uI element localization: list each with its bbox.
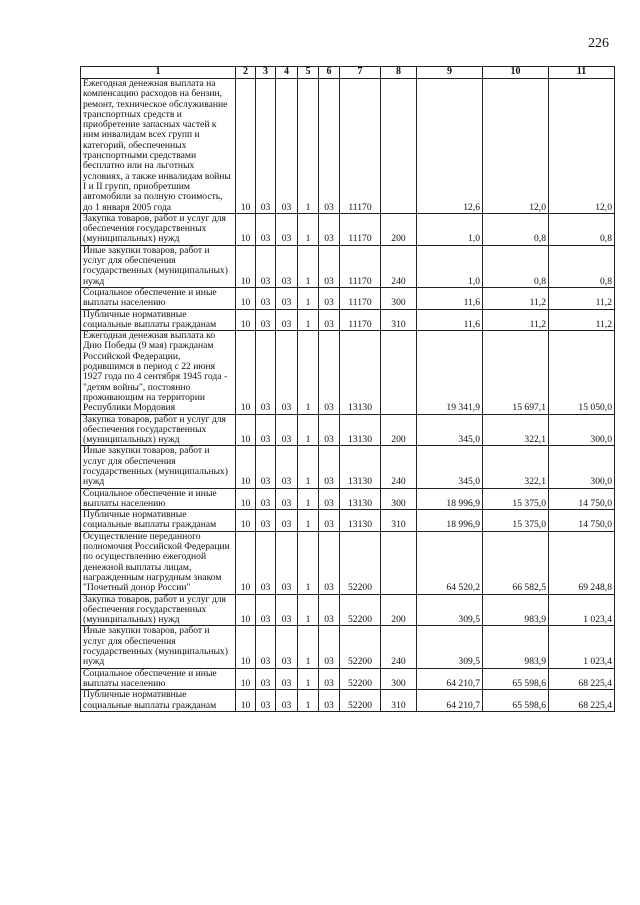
prz-code-cell: 03 xyxy=(256,488,276,510)
row-name-cell: Закупка товаров, работ и услуг для обеспечения государственных (муниципальных) нужд xyxy=(81,414,236,446)
table-row xyxy=(81,510,615,532)
amount-year-3-cell: 11,2 xyxy=(549,287,615,309)
direction-code-cell: 52200 xyxy=(340,690,381,712)
row-name-cell: Закупка товаров, работ и услуг для обеспечения государственных (муниципальных) нужд xyxy=(81,213,236,245)
amount-year-2-cell: 0,8 xyxy=(483,245,549,287)
table-row xyxy=(81,690,615,712)
direction-code-cell: 13130 xyxy=(340,446,381,488)
amount-year-1-cell: 345,0 xyxy=(417,414,483,446)
amount-year-2-cell: 65 598,6 xyxy=(483,690,549,712)
subprogram-code-cell: 1 xyxy=(298,594,319,626)
main-event-code-cell: 03 xyxy=(319,79,340,214)
amount-year-1-cell: 11,6 xyxy=(417,287,483,309)
row-name-cell: Иные закупки товаров, работ и услуг для обеспечения государственных (муниципальных) нужд xyxy=(81,245,236,287)
amount-year-1-cell: 64 210,7 xyxy=(417,690,483,712)
amount-year-2-cell: 0,8 xyxy=(483,213,549,245)
amount-year-1-cell: 11,6 xyxy=(417,309,483,331)
rzd-code-cell: 10 xyxy=(236,414,256,446)
amount-year-3-cell: 1 023,4 xyxy=(549,626,615,668)
direction-code-cell: 52200 xyxy=(340,668,381,690)
program-code-cell: 03 xyxy=(276,488,298,510)
prz-code-cell: 03 xyxy=(256,668,276,690)
program-code-cell: 03 xyxy=(276,690,298,712)
column-header: 3 xyxy=(256,67,276,79)
amount-year-3-cell: 14 750,0 xyxy=(549,510,615,532)
amount-year-3-cell: 15 050,0 xyxy=(549,331,615,414)
amount-year-3-cell: 68 225,4 xyxy=(549,690,615,712)
amount-year-1-cell: 309,5 xyxy=(417,594,483,626)
amount-year-2-cell: 66 582,5 xyxy=(483,531,549,594)
table-row xyxy=(81,446,615,488)
main-event-code-cell: 03 xyxy=(319,287,340,309)
subprogram-code-cell: 1 xyxy=(298,668,319,690)
amount-year-1-cell: 1,0 xyxy=(417,245,483,287)
table-row xyxy=(81,245,615,287)
subprogram-code-cell: 1 xyxy=(298,414,319,446)
rzd-code-cell: 10 xyxy=(236,531,256,594)
subprogram-code-cell: 1 xyxy=(298,331,319,414)
rzd-code-cell: 10 xyxy=(236,79,256,214)
main-event-code-cell: 03 xyxy=(319,446,340,488)
row-name-cell: Социальное обеспечение и иные выплаты населению xyxy=(81,488,236,510)
rzd-code-cell: 10 xyxy=(236,309,256,331)
subprogram-code-cell: 1 xyxy=(298,245,319,287)
column-header: 2 xyxy=(236,67,256,79)
table-row xyxy=(81,213,615,245)
table-row xyxy=(81,414,615,446)
column-header: 9 xyxy=(417,67,483,79)
main-event-code-cell: 03 xyxy=(319,414,340,446)
expense-type-code-cell: 310 xyxy=(381,510,417,532)
direction-code-cell: 11170 xyxy=(340,213,381,245)
amount-year-1-cell: 12,6 xyxy=(417,79,483,214)
rzd-code-cell: 10 xyxy=(236,690,256,712)
column-header: 6 xyxy=(319,67,340,79)
table-row xyxy=(81,331,615,414)
main-event-code-cell: 03 xyxy=(319,531,340,594)
main-event-code-cell: 03 xyxy=(319,690,340,712)
expense-type-code-cell: 240 xyxy=(381,626,417,668)
amount-year-1-cell: 18 996,9 xyxy=(417,488,483,510)
rzd-code-cell: 10 xyxy=(236,446,256,488)
page-number: 226 xyxy=(588,36,609,51)
direction-code-cell: 13130 xyxy=(340,488,381,510)
direction-code-cell: 11170 xyxy=(340,309,381,331)
prz-code-cell: 03 xyxy=(256,331,276,414)
row-name-cell: Публичные нормативные социальные выплаты гражданам xyxy=(81,690,236,712)
amount-year-2-cell: 15 697,1 xyxy=(483,331,549,414)
program-code-cell: 03 xyxy=(276,531,298,594)
amount-year-2-cell: 15 375,0 xyxy=(483,488,549,510)
row-name-cell: Публичные нормативные социальные выплаты гражданам xyxy=(81,309,236,331)
direction-code-cell: 13130 xyxy=(340,331,381,414)
program-code-cell: 03 xyxy=(276,79,298,214)
main-event-code-cell: 03 xyxy=(319,668,340,690)
amount-year-3-cell: 300,0 xyxy=(549,446,615,488)
expense-type-code-cell: 200 xyxy=(381,414,417,446)
main-event-code-cell: 03 xyxy=(319,626,340,668)
amount-year-3-cell: 12,0 xyxy=(549,79,615,214)
amount-year-3-cell: 0,8 xyxy=(549,245,615,287)
amount-year-2-cell: 983,9 xyxy=(483,594,549,626)
subprogram-code-cell: 1 xyxy=(298,79,319,214)
program-code-cell: 03 xyxy=(276,594,298,626)
table-row xyxy=(81,668,615,690)
prz-code-cell: 03 xyxy=(256,213,276,245)
amount-year-2-cell: 322,1 xyxy=(483,446,549,488)
expense-type-code-cell: 310 xyxy=(381,690,417,712)
main-event-code-cell: 03 xyxy=(319,213,340,245)
amount-year-3-cell: 69 248,8 xyxy=(549,531,615,594)
amount-year-1-cell: 19 341,9 xyxy=(417,331,483,414)
main-event-code-cell: 03 xyxy=(319,331,340,414)
rzd-code-cell: 10 xyxy=(236,488,256,510)
subprogram-code-cell: 1 xyxy=(298,309,319,331)
program-code-cell: 03 xyxy=(276,213,298,245)
prz-code-cell: 03 xyxy=(256,626,276,668)
prz-code-cell: 03 xyxy=(256,510,276,532)
direction-code-cell: 11170 xyxy=(340,287,381,309)
program-code-cell: 03 xyxy=(276,309,298,331)
row-name-cell: Ежегодная денежная выплата ко Дню Победы (9 мая) гражданам Российской Федерации, родившимся в период с 22 июня 1927 года по 4 сентября 1945 года - "детям войны", постоянно проживающим на территории Республики Мордовия xyxy=(81,331,236,414)
program-code-cell: 03 xyxy=(276,446,298,488)
table-row xyxy=(81,594,615,626)
table-row xyxy=(81,79,615,214)
prz-code-cell: 03 xyxy=(256,245,276,287)
expense-type-code-cell: 200 xyxy=(381,213,417,245)
direction-code-cell: 11170 xyxy=(340,79,381,214)
direction-code-cell: 52200 xyxy=(340,594,381,626)
amount-year-1-cell: 345,0 xyxy=(417,446,483,488)
table-row xyxy=(81,287,615,309)
row-name-cell: Социальное обеспечение и иные выплаты населению xyxy=(81,668,236,690)
program-code-cell: 03 xyxy=(276,331,298,414)
amount-year-3-cell: 300,0 xyxy=(549,414,615,446)
main-event-code-cell: 03 xyxy=(319,488,340,510)
main-event-code-cell: 03 xyxy=(319,245,340,287)
rzd-code-cell: 10 xyxy=(236,245,256,287)
expense-type-code-cell: 300 xyxy=(381,287,417,309)
amount-year-2-cell: 12,0 xyxy=(483,79,549,214)
subprogram-code-cell: 1 xyxy=(298,510,319,532)
prz-code-cell: 03 xyxy=(256,79,276,214)
subprogram-code-cell: 1 xyxy=(298,213,319,245)
amount-year-1-cell: 1,0 xyxy=(417,213,483,245)
prz-code-cell: 03 xyxy=(256,309,276,331)
main-event-code-cell: 03 xyxy=(319,309,340,331)
amount-year-1-cell: 64 210,7 xyxy=(417,668,483,690)
column-header: 4 xyxy=(276,67,298,79)
amount-year-1-cell: 64 520,2 xyxy=(417,531,483,594)
rzd-code-cell: 10 xyxy=(236,668,256,690)
row-name-cell: Публичные нормативные социальные выплаты гражданам xyxy=(81,510,236,532)
column-header: 7 xyxy=(340,67,381,79)
amount-year-3-cell: 0,8 xyxy=(549,213,615,245)
row-name-cell: Ежегодная денежная выплата на компенсацию расходов на бензин, ремонт, техническое обслуживание транспортных средств и приобретение запасных частей к ним инвалидам всех групп и категорий, обеспеченных транспортными средствами бесплатно или на льготных условиях, а также инвалидам войны I и II групп, приобретшим автомобили за полную стоимость, до 1 января 2005 года xyxy=(81,79,236,214)
amount-year-2-cell: 15 375,0 xyxy=(483,510,549,532)
row-name-cell: Иные закупки товаров, работ и услуг для обеспечения государственных (муниципальных) нужд xyxy=(81,446,236,488)
budget-table xyxy=(80,66,615,712)
expense-type-code-cell: 240 xyxy=(381,446,417,488)
amount-year-2-cell: 322,1 xyxy=(483,414,549,446)
amount-year-2-cell: 11,2 xyxy=(483,287,549,309)
program-code-cell: 03 xyxy=(276,626,298,668)
row-name-cell: Осуществление переданного полномочия Российской Федерации по осуществлению ежегодной денежной выплаты лицам, награжденным нагрудным знаком "Почетный донор России" xyxy=(81,531,236,594)
amount-year-2-cell: 11,2 xyxy=(483,309,549,331)
program-code-cell: 03 xyxy=(276,245,298,287)
column-number-row xyxy=(81,67,615,79)
column-header: 10 xyxy=(483,67,549,79)
row-name-cell: Иные закупки товаров, работ и услуг для обеспечения государственных (муниципальных) нужд xyxy=(81,626,236,668)
program-code-cell: 03 xyxy=(276,414,298,446)
subprogram-code-cell: 1 xyxy=(298,690,319,712)
expense-type-code-cell xyxy=(381,331,417,414)
table-row xyxy=(81,309,615,331)
prz-code-cell: 03 xyxy=(256,531,276,594)
column-header: 8 xyxy=(381,67,417,79)
subprogram-code-cell: 1 xyxy=(298,287,319,309)
expense-type-code-cell: 300 xyxy=(381,668,417,690)
amount-year-1-cell: 309,5 xyxy=(417,626,483,668)
column-header: 11 xyxy=(549,67,615,79)
column-header: 5 xyxy=(298,67,319,79)
expense-type-code-cell: 240 xyxy=(381,245,417,287)
row-name-cell: Социальное обеспечение и иные выплаты населению xyxy=(81,287,236,309)
subprogram-code-cell: 1 xyxy=(298,531,319,594)
amount-year-1-cell: 18 996,9 xyxy=(417,510,483,532)
prz-code-cell: 03 xyxy=(256,287,276,309)
direction-code-cell: 52200 xyxy=(340,531,381,594)
main-event-code-cell: 03 xyxy=(319,510,340,532)
subprogram-code-cell: 1 xyxy=(298,626,319,668)
amount-year-3-cell: 11,2 xyxy=(549,309,615,331)
prz-code-cell: 03 xyxy=(256,594,276,626)
program-code-cell: 03 xyxy=(276,287,298,309)
rzd-code-cell: 10 xyxy=(236,510,256,532)
program-code-cell: 03 xyxy=(276,668,298,690)
main-event-code-cell: 03 xyxy=(319,594,340,626)
amount-year-3-cell: 1 023,4 xyxy=(549,594,615,626)
expense-type-code-cell: 310 xyxy=(381,309,417,331)
amount-year-2-cell: 65 598,6 xyxy=(483,668,549,690)
table-row xyxy=(81,626,615,668)
row-name-cell: Закупка товаров, работ и услуг для обеспечения государственных (муниципальных) нужд xyxy=(81,594,236,626)
subprogram-code-cell: 1 xyxy=(298,446,319,488)
amount-year-2-cell: 983,9 xyxy=(483,626,549,668)
expense-type-code-cell: 200 xyxy=(381,594,417,626)
prz-code-cell: 03 xyxy=(256,414,276,446)
rzd-code-cell: 10 xyxy=(236,331,256,414)
direction-code-cell: 52200 xyxy=(340,626,381,668)
table-row xyxy=(81,488,615,510)
expense-type-code-cell: 300 xyxy=(381,488,417,510)
amount-year-3-cell: 14 750,0 xyxy=(549,488,615,510)
rzd-code-cell: 10 xyxy=(236,594,256,626)
prz-code-cell: 03 xyxy=(256,446,276,488)
column-header: 1 xyxy=(81,67,236,79)
rzd-code-cell: 10 xyxy=(236,626,256,668)
direction-code-cell: 13130 xyxy=(340,510,381,532)
table-row xyxy=(81,531,615,594)
subprogram-code-cell: 1 xyxy=(298,488,319,510)
program-code-cell: 03 xyxy=(276,510,298,532)
amount-year-3-cell: 68 225,4 xyxy=(549,668,615,690)
expense-type-code-cell xyxy=(381,79,417,214)
direction-code-cell: 13130 xyxy=(340,414,381,446)
rzd-code-cell: 10 xyxy=(236,287,256,309)
expense-type-code-cell xyxy=(381,531,417,594)
direction-code-cell: 11170 xyxy=(340,245,381,287)
prz-code-cell: 03 xyxy=(256,690,276,712)
rzd-code-cell: 10 xyxy=(236,213,256,245)
